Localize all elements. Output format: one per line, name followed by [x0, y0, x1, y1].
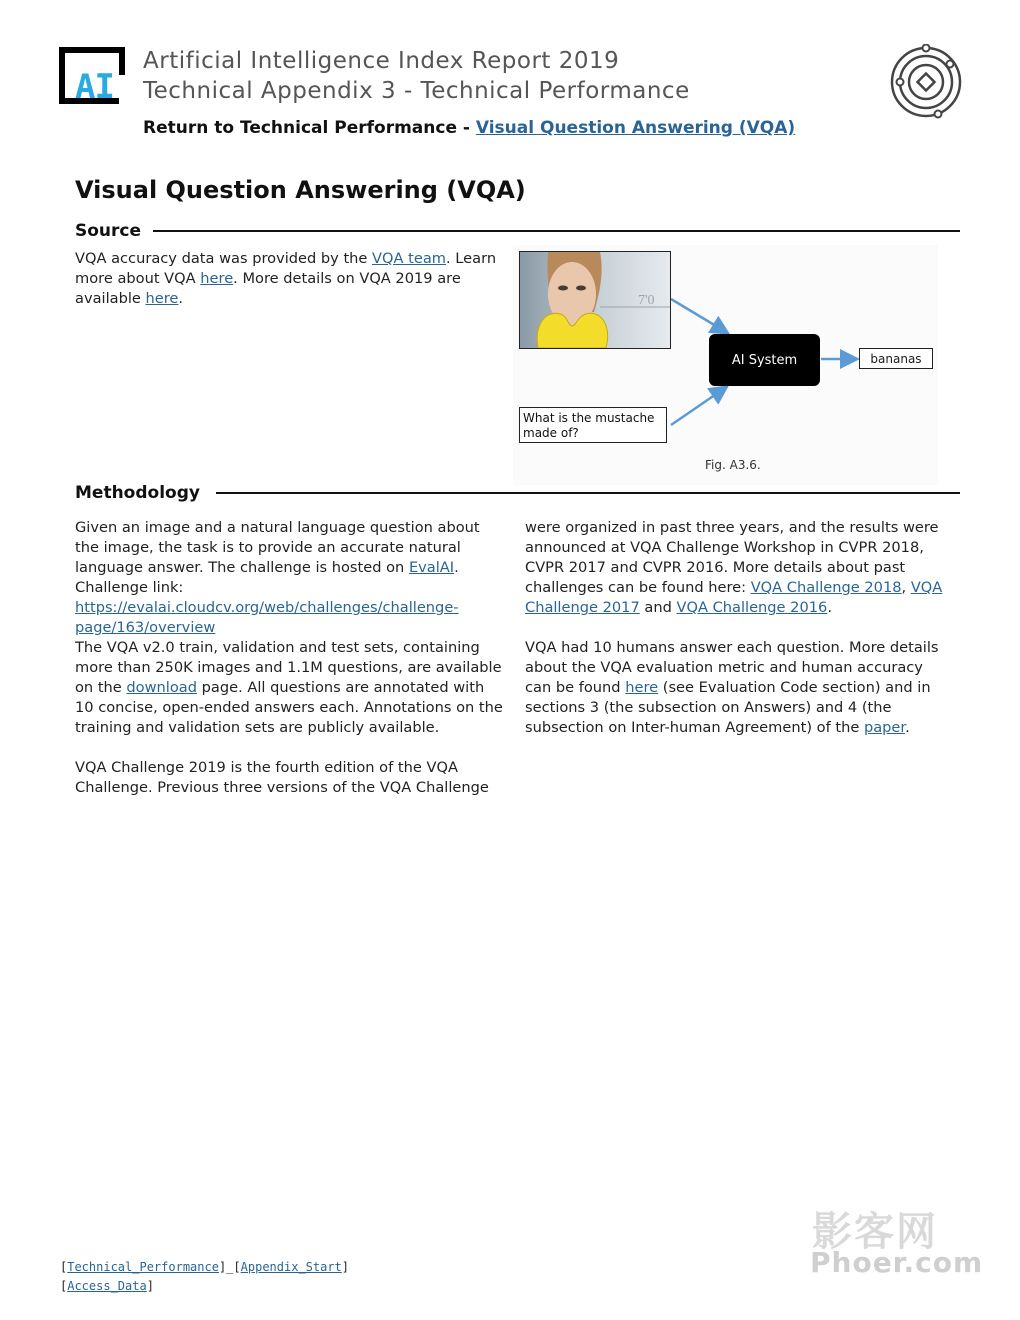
methodology-heading-text: Methodology [75, 483, 200, 503]
return-link-vqa[interactable]: Visual Question Answering (VQA) [475, 118, 796, 138]
mustache-photo [519, 251, 671, 349]
methodology-paragraph-1 [75, 518, 505, 638]
vqa-2016-link[interactable]: VQA Challenge 2016 [676, 599, 828, 616]
source-heading-text: Source [75, 221, 142, 241]
source-text-4: . [178, 290, 184, 307]
answer-box: bananas [859, 348, 933, 369]
methodology-divider [216, 492, 960, 494]
p5-end: . [905, 719, 910, 736]
question-box: What is the mustache made of? [519, 407, 667, 443]
source-divider [153, 230, 960, 232]
footer-nav: [Technical_Performance]_[Appendix_Start] [Access_Data] [60, 1260, 350, 1293]
methodology-paragraph-4 [525, 518, 945, 618]
ai-system-box: AI System [709, 334, 820, 386]
concentric-circles-emblem-icon [888, 44, 964, 120]
p4-text: were organized in past three years, and the results were announced at VQA Challenge Workshop in CVPR 2018, CVPR 2017 and CVPR 2016. More details about past challenges can be found here: [525, 519, 939, 596]
p4-end: . [827, 599, 832, 616]
source-text-1: VQA accuracy data was provided by the [75, 250, 373, 267]
vqa-team-link[interactable]: VQA team [372, 250, 446, 267]
vqa-2017-link[interactable]: VQA Challenge 2017 [525, 579, 943, 616]
ai-index-logo [59, 47, 131, 110]
appendix-title: Technical Appendix 3 - Technical Performance [143, 78, 690, 104]
watermark [808, 1200, 984, 1279]
source-text-3: . More details on VQA 2019 are available [75, 270, 461, 307]
p5-text: VQA had 10 humans answer each question. More details about the VQA evaluation metric and human accuracy can be found [525, 639, 939, 696]
p2-text: The VQA v2.0 train, validation and test sets, containing more than 250K images and 1.1M questions, are available on the [75, 639, 502, 696]
footer-appendix-start-link[interactable]: Appendix_Start [240, 1260, 342, 1274]
p5-text-2: (see Evaluation Code section) and in sections 3 (the subsection on Answers) and 4 (the subsection on Inter-human Agreement) of the [525, 679, 931, 736]
p4-sep: , [901, 579, 911, 596]
p1-text-2: . Challenge link: [75, 559, 459, 596]
download-link[interactable]: download [126, 679, 197, 696]
evalai-link[interactable]: EvalAI [408, 559, 455, 576]
methodology-paragraph-5 [525, 638, 945, 738]
return-prefix: Return to Technical Performance - [143, 118, 476, 138]
challenge-url-link[interactable]: https://evalai.cloudcv.org/web/challenges/challenge-page/163/overview [75, 599, 459, 636]
p1-text: Given an image and a natural language question about the image, the task is to provide an accurate natural language answer. The challenge is hosted on [75, 519, 480, 576]
methodology-paragraph-3: VQA Challenge 2019 is the fourth edition of the VQA Challenge. Previous three versions of the VQA Challenge [75, 759, 489, 796]
photo-height-mark: 7'0 [638, 293, 655, 308]
source-text-2: . Learn more about VQA [75, 250, 497, 287]
watermark-en: Phoer.com [810, 1246, 984, 1279]
vqa-figure [513, 245, 938, 485]
report-title: Artificial Intelligence Index Report 2019 [143, 48, 620, 74]
eval-code-here-link[interactable]: here [625, 679, 659, 696]
footer-technical-performance-link[interactable]: Technical_Performance [67, 1260, 219, 1274]
page-title: Visual Question Answering (VQA) [75, 176, 526, 204]
methodology-heading [75, 482, 960, 504]
vqa-2018-link[interactable]: VQA Challenge 2018 [750, 579, 902, 596]
p4-and: and [639, 599, 677, 616]
return-breadcrumb [143, 118, 795, 138]
p2-text-2: page. All questions are annotated with 10 concise, open-ended answers each. Annotations on the training and validation sets are publicly available. [75, 679, 503, 736]
footer-access-data-link[interactable]: Access_Data [67, 1279, 147, 1293]
watermark-cn: 影客网 [812, 1209, 938, 1255]
figure-caption: Fig. A3.6. [705, 458, 761, 472]
source-heading [75, 220, 960, 242]
source-paragraph [75, 249, 500, 309]
paper-link[interactable]: paper [863, 719, 906, 736]
vqa-2019-here-link[interactable]: here [145, 290, 179, 307]
logo-text: AI [75, 67, 114, 107]
methodology-paragraph-2 [75, 638, 505, 738]
vqa-here-link[interactable]: here [200, 270, 234, 287]
